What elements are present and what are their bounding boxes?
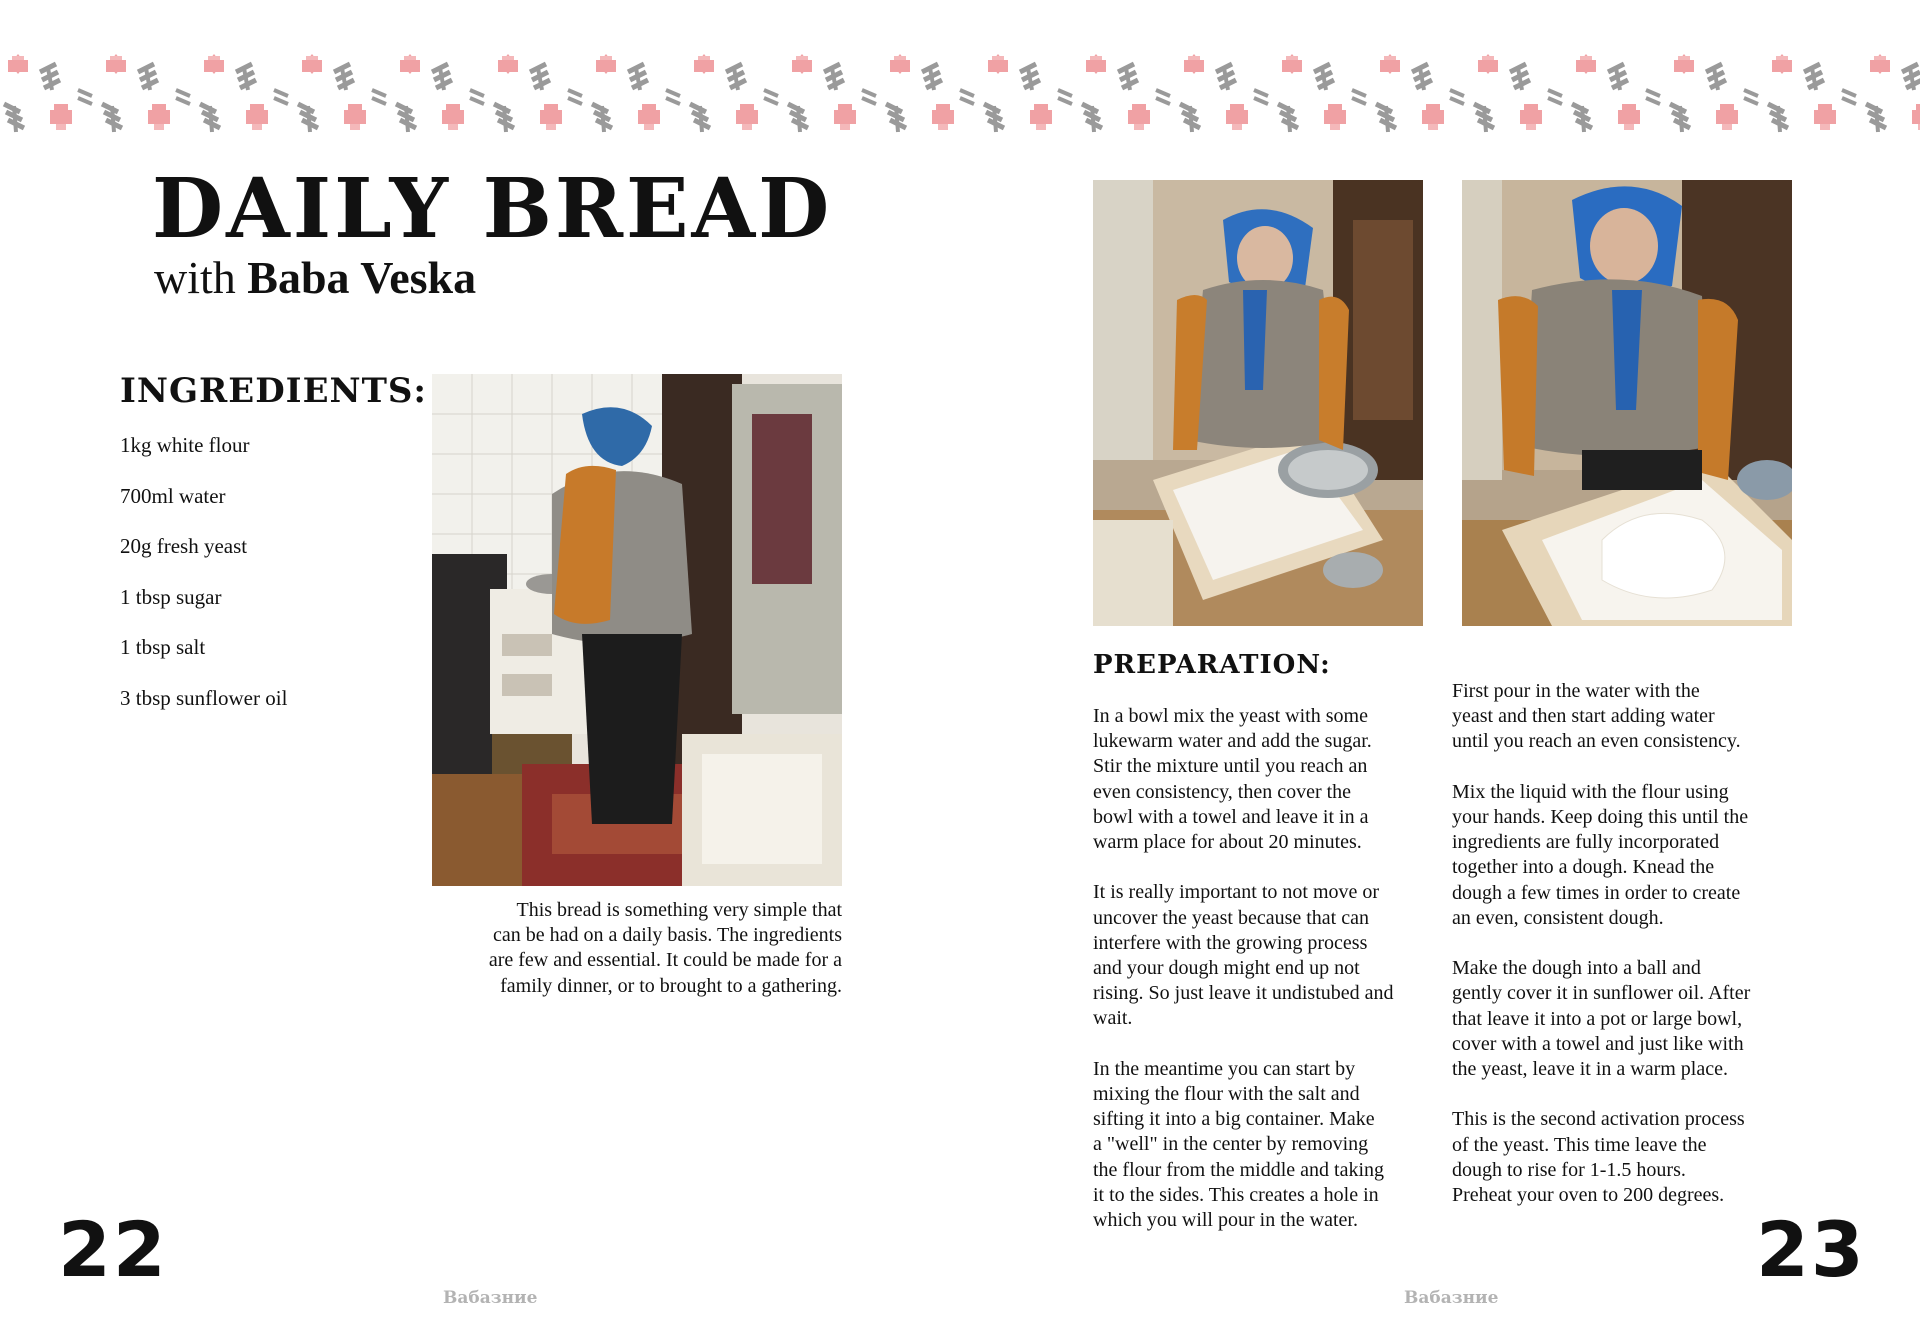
preparation-paragraph [1093,704,1438,855]
prep-line: ingredients are fully incorporated [1452,831,1720,854]
photo-kitchen-stove [432,374,842,886]
prep-line: yeast and then start adding water [1452,705,1715,728]
prep-line: rising. So just leave it undistubed and [1093,982,1394,1005]
preparation-paragraph [1452,1107,1797,1208]
prep-line: interfere with the growing process [1093,931,1368,954]
subtitle-name: Baba Veska [247,252,477,303]
prep-line: even consistency, then cover the [1093,780,1352,803]
preparation-paragraph [1093,880,1438,1031]
page-subtitle [154,252,477,303]
prep-line: It is really important to not move or [1093,881,1380,904]
prep-line: the flour from the middle and taking [1093,1158,1385,1181]
prep-line: a "well" in the center by removing [1093,1133,1369,1156]
subtitle-prefix: with [154,252,236,303]
prep-line: an even, consistent dough. [1452,906,1664,929]
ingredient-item: 20g fresh yeast [120,534,248,558]
intro-line: family dinner, or to brought to a gathering. [500,974,842,997]
photo-sifting-flour [1093,180,1423,626]
prep-line: it to the sides. This creates a hole in [1093,1183,1379,1206]
prep-line: of the yeast. This time leave the [1452,1133,1707,1156]
footer-right: Вабазние [1404,1288,1499,1308]
prep-line: Stir the mixture until you reach an [1093,755,1368,778]
prep-line: sifting it into a big container. Make [1093,1108,1375,1131]
preparation-column-left [1093,704,1438,1258]
prep-line: cover with a towel and just like with [1452,1032,1744,1055]
ingredient-item: 1kg white flour [120,433,250,457]
preparation-paragraph [1452,679,1797,755]
intro-line: This bread is something very simple that [516,899,842,921]
prep-line: that leave it into a pot or large bowl, [1452,1007,1743,1030]
prep-line: your hands. Keep doing this until the [1452,806,1749,828]
prep-line: dough to rise for 1-1.5 hours. [1452,1158,1686,1181]
prep-line: bowl with a towel and leave it in a [1093,805,1369,828]
prep-line: Mix the liquid with the flour using [1452,780,1729,803]
intro-line: are few and essential. It could be made for a [488,949,842,972]
page-number-right: 23 [1756,1205,1866,1294]
preparation-paragraph [1093,1057,1438,1233]
page-number-left: 22 [58,1205,168,1294]
prep-line: and your dough might end up not [1093,957,1360,980]
prep-line: the yeast, leave it in a warm place. [1452,1058,1728,1081]
prep-line: First pour in the water with the [1452,680,1700,702]
ingredient-item: 1 tbsp sugar [120,584,222,609]
prep-line: warm place for about 20 minutes. [1093,831,1362,854]
preparation-heading: PREPARATION: [1093,650,1331,680]
preparation-column-right [1452,679,1797,1233]
footer-left: Вабазние [443,1288,538,1308]
preparation-paragraph [1452,956,1797,1082]
photo-mixing-dough [1462,180,1792,626]
prep-line: This is the second activation process [1452,1108,1745,1131]
embroidery-border [0,40,1920,144]
prep-line: mixing the flour with the salt and [1093,1083,1360,1106]
prep-line: gently cover it in sunflower oil. After [1452,982,1751,1005]
prep-line: lukewarm water and add the sugar. [1093,730,1372,753]
prep-line: which you will pour in the water. [1093,1209,1358,1232]
intro-paragraph [432,898,842,999]
prep-line: In the meantime you can start by [1093,1057,1356,1080]
page-title: DAILY BREAD [152,161,833,257]
ingredient-item: 3 tbsp sunflower oil [120,685,288,710]
intro-line: can be had on a daily basis. The ingredients [493,924,842,947]
prep-line: until you reach an even consistency. [1452,730,1741,753]
ingredients-list [120,432,287,735]
prep-line: wait. [1093,1007,1133,1030]
ingredient-item: 1 tbsp salt [120,635,206,659]
prep-line: Preheat your oven to 200 degrees. [1452,1184,1725,1207]
prep-line: Make the dough into a ball and [1452,957,1701,980]
preparation-paragraph [1452,780,1797,931]
prep-line: together into a dough. Knead the [1452,856,1715,879]
prep-line: In a bowl mix the yeast with some [1093,705,1368,727]
prep-line: dough a few times in order to create [1452,881,1741,904]
ingredient-item: 700ml water [120,483,226,508]
prep-line: uncover the yeast because that can [1093,906,1369,929]
ingredients-heading: INGREDIENTS: [120,371,427,411]
